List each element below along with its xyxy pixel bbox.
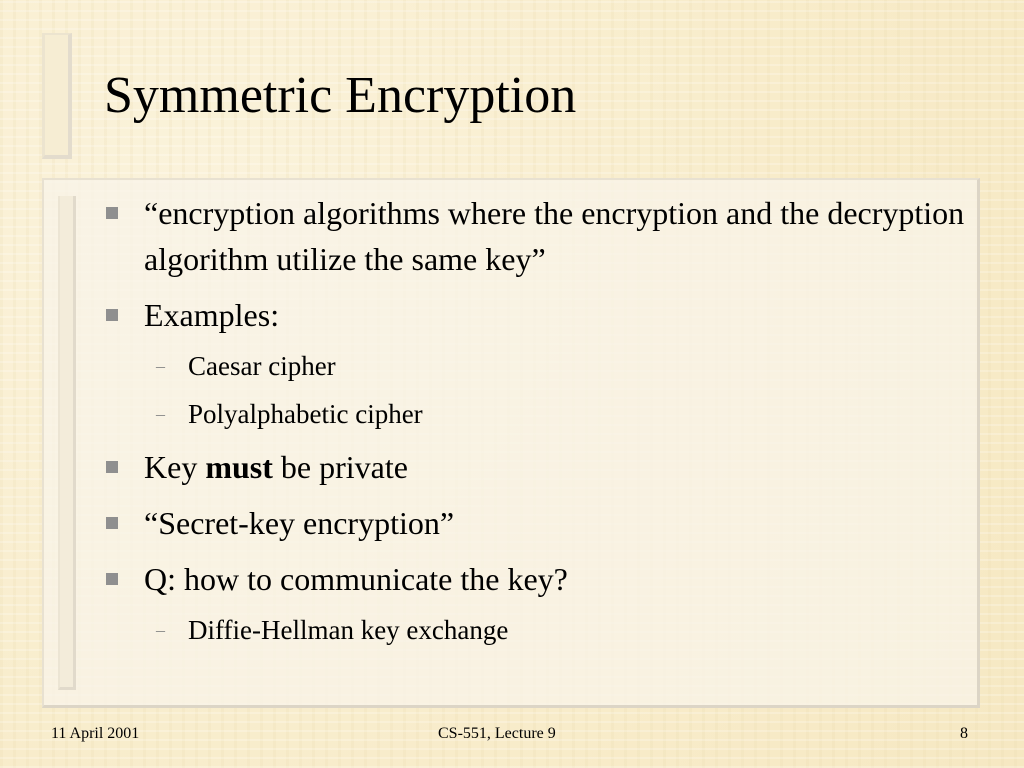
content-accent-bar xyxy=(58,196,76,690)
bullet-item xyxy=(106,292,966,338)
bullet-item xyxy=(106,190,966,282)
bullet-list xyxy=(106,190,966,660)
bullet-text-emphasis: must xyxy=(205,449,273,485)
bullet-item xyxy=(106,500,966,546)
square-bullet-icon xyxy=(106,461,118,473)
footer-date: 11 April 2001 xyxy=(51,725,140,742)
dash-bullet-icon: – xyxy=(156,404,165,424)
sub-bullet-text: Caesar cipher xyxy=(188,351,336,381)
bullet-text: “Secret-key encryption” xyxy=(144,505,455,541)
bullet-item xyxy=(106,556,966,602)
square-bullet-icon xyxy=(106,309,118,321)
bullet-item xyxy=(106,444,966,490)
sub-bullet-text: Diffie-Hellman key exchange xyxy=(188,615,509,645)
bullet-text: Examples: xyxy=(144,297,280,333)
bullet-text-prefix: Key xyxy=(144,449,206,485)
sub-bullet-item xyxy=(106,346,966,386)
bullet-text-suffix: be private xyxy=(272,449,408,485)
sub-bullet-item xyxy=(106,610,966,650)
bullet-text: “encryption algorithms where the encryption and the decryption algorithm utilize the same key” xyxy=(144,195,965,277)
dash-bullet-icon: – xyxy=(156,620,165,640)
dash-bullet-icon: – xyxy=(156,356,165,376)
slide-title: Symmetric Encryption xyxy=(104,67,577,124)
sub-bullet-item xyxy=(106,394,966,434)
square-bullet-icon xyxy=(106,573,118,585)
footer-course: CS-551, Lecture 9 xyxy=(438,725,556,742)
square-bullet-icon xyxy=(106,207,118,219)
bullet-text: Q: how to communicate the key? xyxy=(144,561,568,597)
square-bullet-icon xyxy=(106,517,118,529)
footer-page-number: 8 xyxy=(960,725,968,742)
title-accent-bar xyxy=(42,33,72,159)
sub-bullet-text: Polyalphabetic cipher xyxy=(188,399,423,429)
